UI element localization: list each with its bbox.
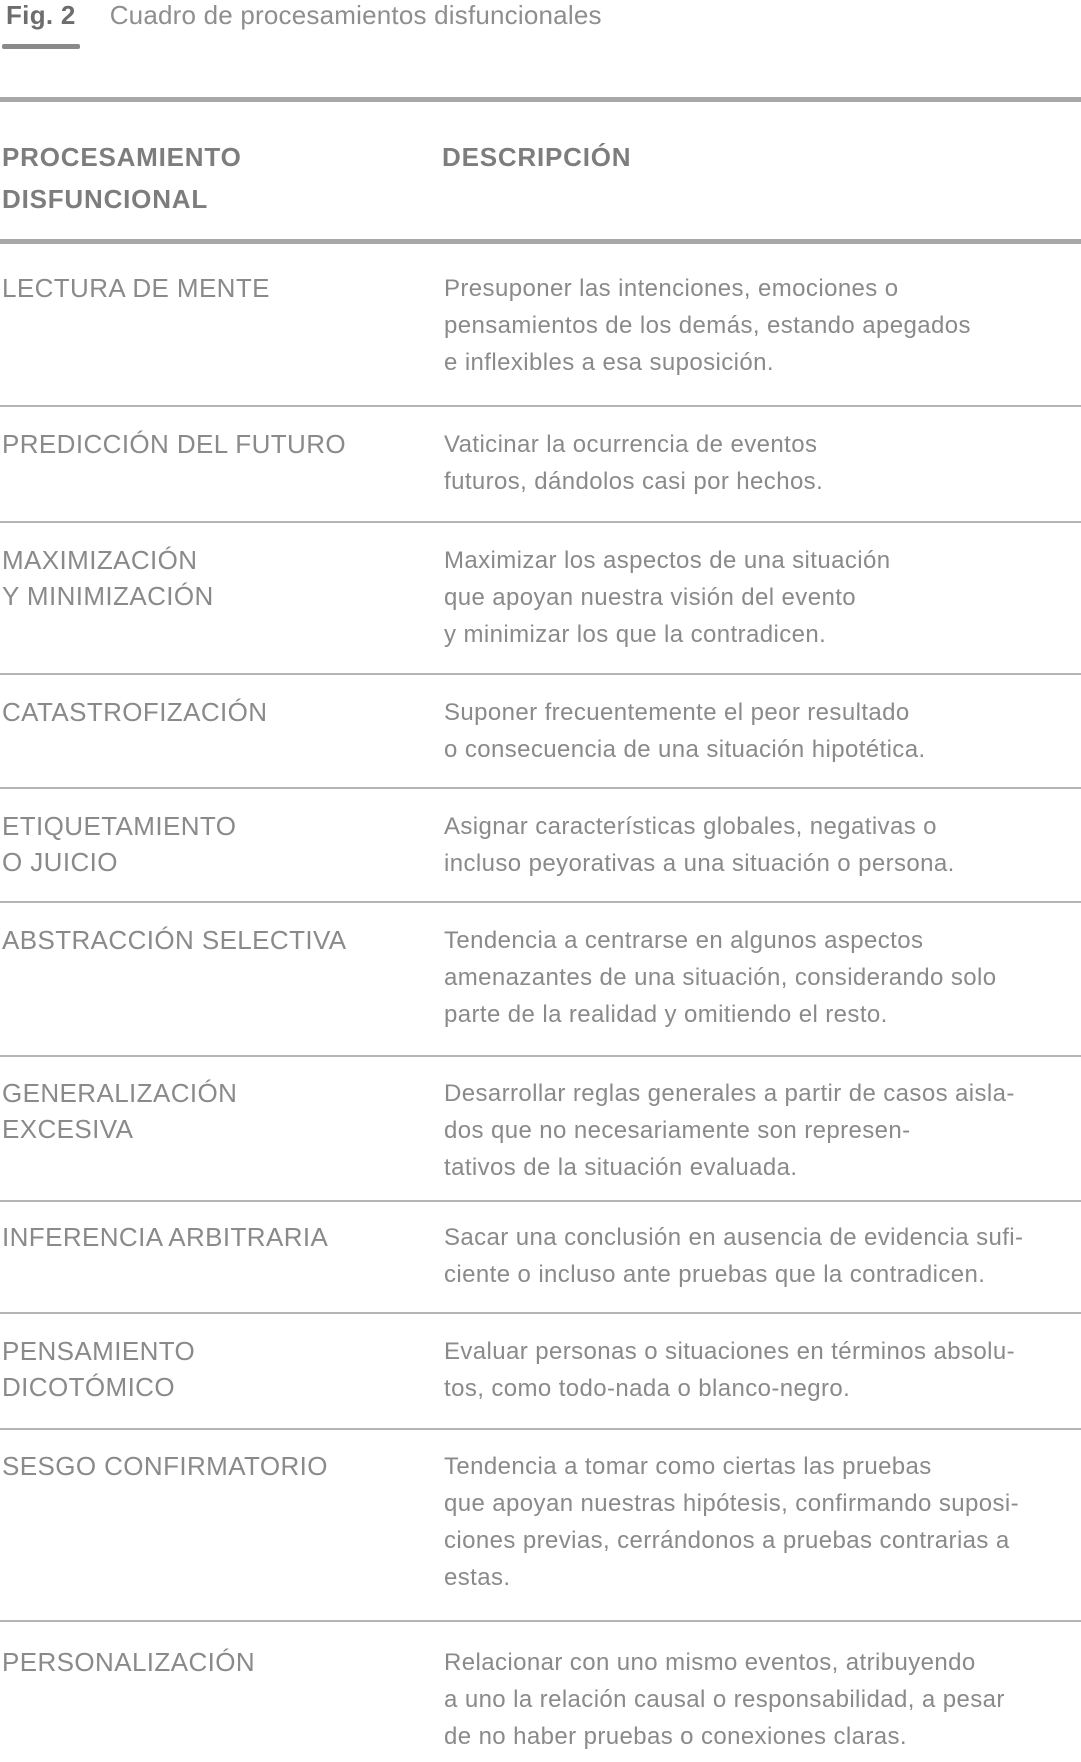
row-description: Desarrollar reglas generales a partir de casos aisla- dos que no necesariamente son represen- tativos de la situación evaluada.: [444, 1080, 1015, 1181]
figure-label-underline: [2, 44, 80, 49]
row-divider: [0, 521, 1081, 523]
row-description: Presuponer las intenciones, emociones o pensamientos de los demás, estando apegados e inflexibles a esa suposición.: [444, 275, 971, 376]
row-divider: [0, 673, 1081, 675]
row-name: ABSTRACCIÓN SELECTIVA: [2, 925, 347, 955]
row-name: PREDICCIÓN DEL FUTURO: [2, 429, 347, 459]
figure-title: Cuadro de procesamientos disfuncionales: [109, 0, 602, 30]
row-description: Relacionar con uno mismo eventos, atribuyendo a uno la relación causal o responsabilidad, a pesar de no haber pruebas o conexiones claras.: [444, 1649, 1005, 1750]
row-name: INFERENCIA ARBITRARIA: [2, 1222, 329, 1252]
row-description: Maximizar los aspectos de una situación que apoyan nuestra visión del evento y minimizar los que la contradicen.: [444, 547, 891, 648]
row-description: Suponer frecuentemente el peor resultado o consecuencia de una situación hipotética.: [444, 699, 926, 763]
row-name: MAXIMIZACIÓN Y MINIMIZACIÓN: [2, 545, 214, 611]
row-name: LECTURA DE MENTE: [2, 273, 270, 303]
row-divider: [0, 1312, 1081, 1314]
row-divider: [0, 901, 1081, 903]
row-divider: [0, 405, 1081, 407]
row-name: GENERALIZACIÓN EXCESIVA: [2, 1078, 238, 1144]
row-description: Tendencia a tomar como ciertas las pruebas que apoyan nuestras hipótesis, confirmando suposi- ciones previas, cerrándonos a pruebas contrarias a estas.: [444, 1453, 1019, 1591]
row-divider: [0, 1428, 1081, 1430]
row-name: PERSONALIZACIÓN: [2, 1647, 256, 1677]
row-name: ETIQUETAMIENTO O JUICIO: [2, 811, 237, 877]
row-description: Vaticinar la ocurrencia de eventos futuros, dándolos casi por hechos.: [444, 431, 824, 495]
row-name: SESGO CONFIRMATORIO: [2, 1451, 328, 1481]
column-header-processing: PROCESAMIENTO DISFUNCIONAL: [2, 142, 242, 214]
table-header-row: [0, 100, 1081, 240]
row-name: CATASTROFIZACIÓN: [2, 697, 268, 727]
row-divider: [0, 1620, 1081, 1622]
figure-label: Fig. 2: [6, 0, 76, 30]
figure-header: [6, 0, 602, 40]
row-description: Sacar una conclusión en ausencia de evidencia sufi- ciente o incluso ante pruebas que la contradicen.: [444, 1224, 1024, 1288]
table-header-rule: [0, 239, 1081, 244]
column-header-description: DESCRIPCIÓN: [442, 142, 632, 172]
row-divider: [0, 1055, 1081, 1057]
row-description: Evaluar personas o situaciones en términos absolu- tos, como todo-nada o blanco-negro.: [444, 1338, 1015, 1402]
row-divider: [0, 787, 1081, 789]
row-divider: [0, 1200, 1081, 1202]
row-name: PENSAMIENTO DICOTÓMICO: [2, 1336, 196, 1402]
row-description: Tendencia a centrarse en algunos aspectos amenazantes de una situación, considerando solo parte de la realidad y omitiendo el resto.: [444, 927, 997, 1028]
row-description: Asignar características globales, negativas o incluso peyorativas a una situación o persona.: [444, 813, 955, 877]
